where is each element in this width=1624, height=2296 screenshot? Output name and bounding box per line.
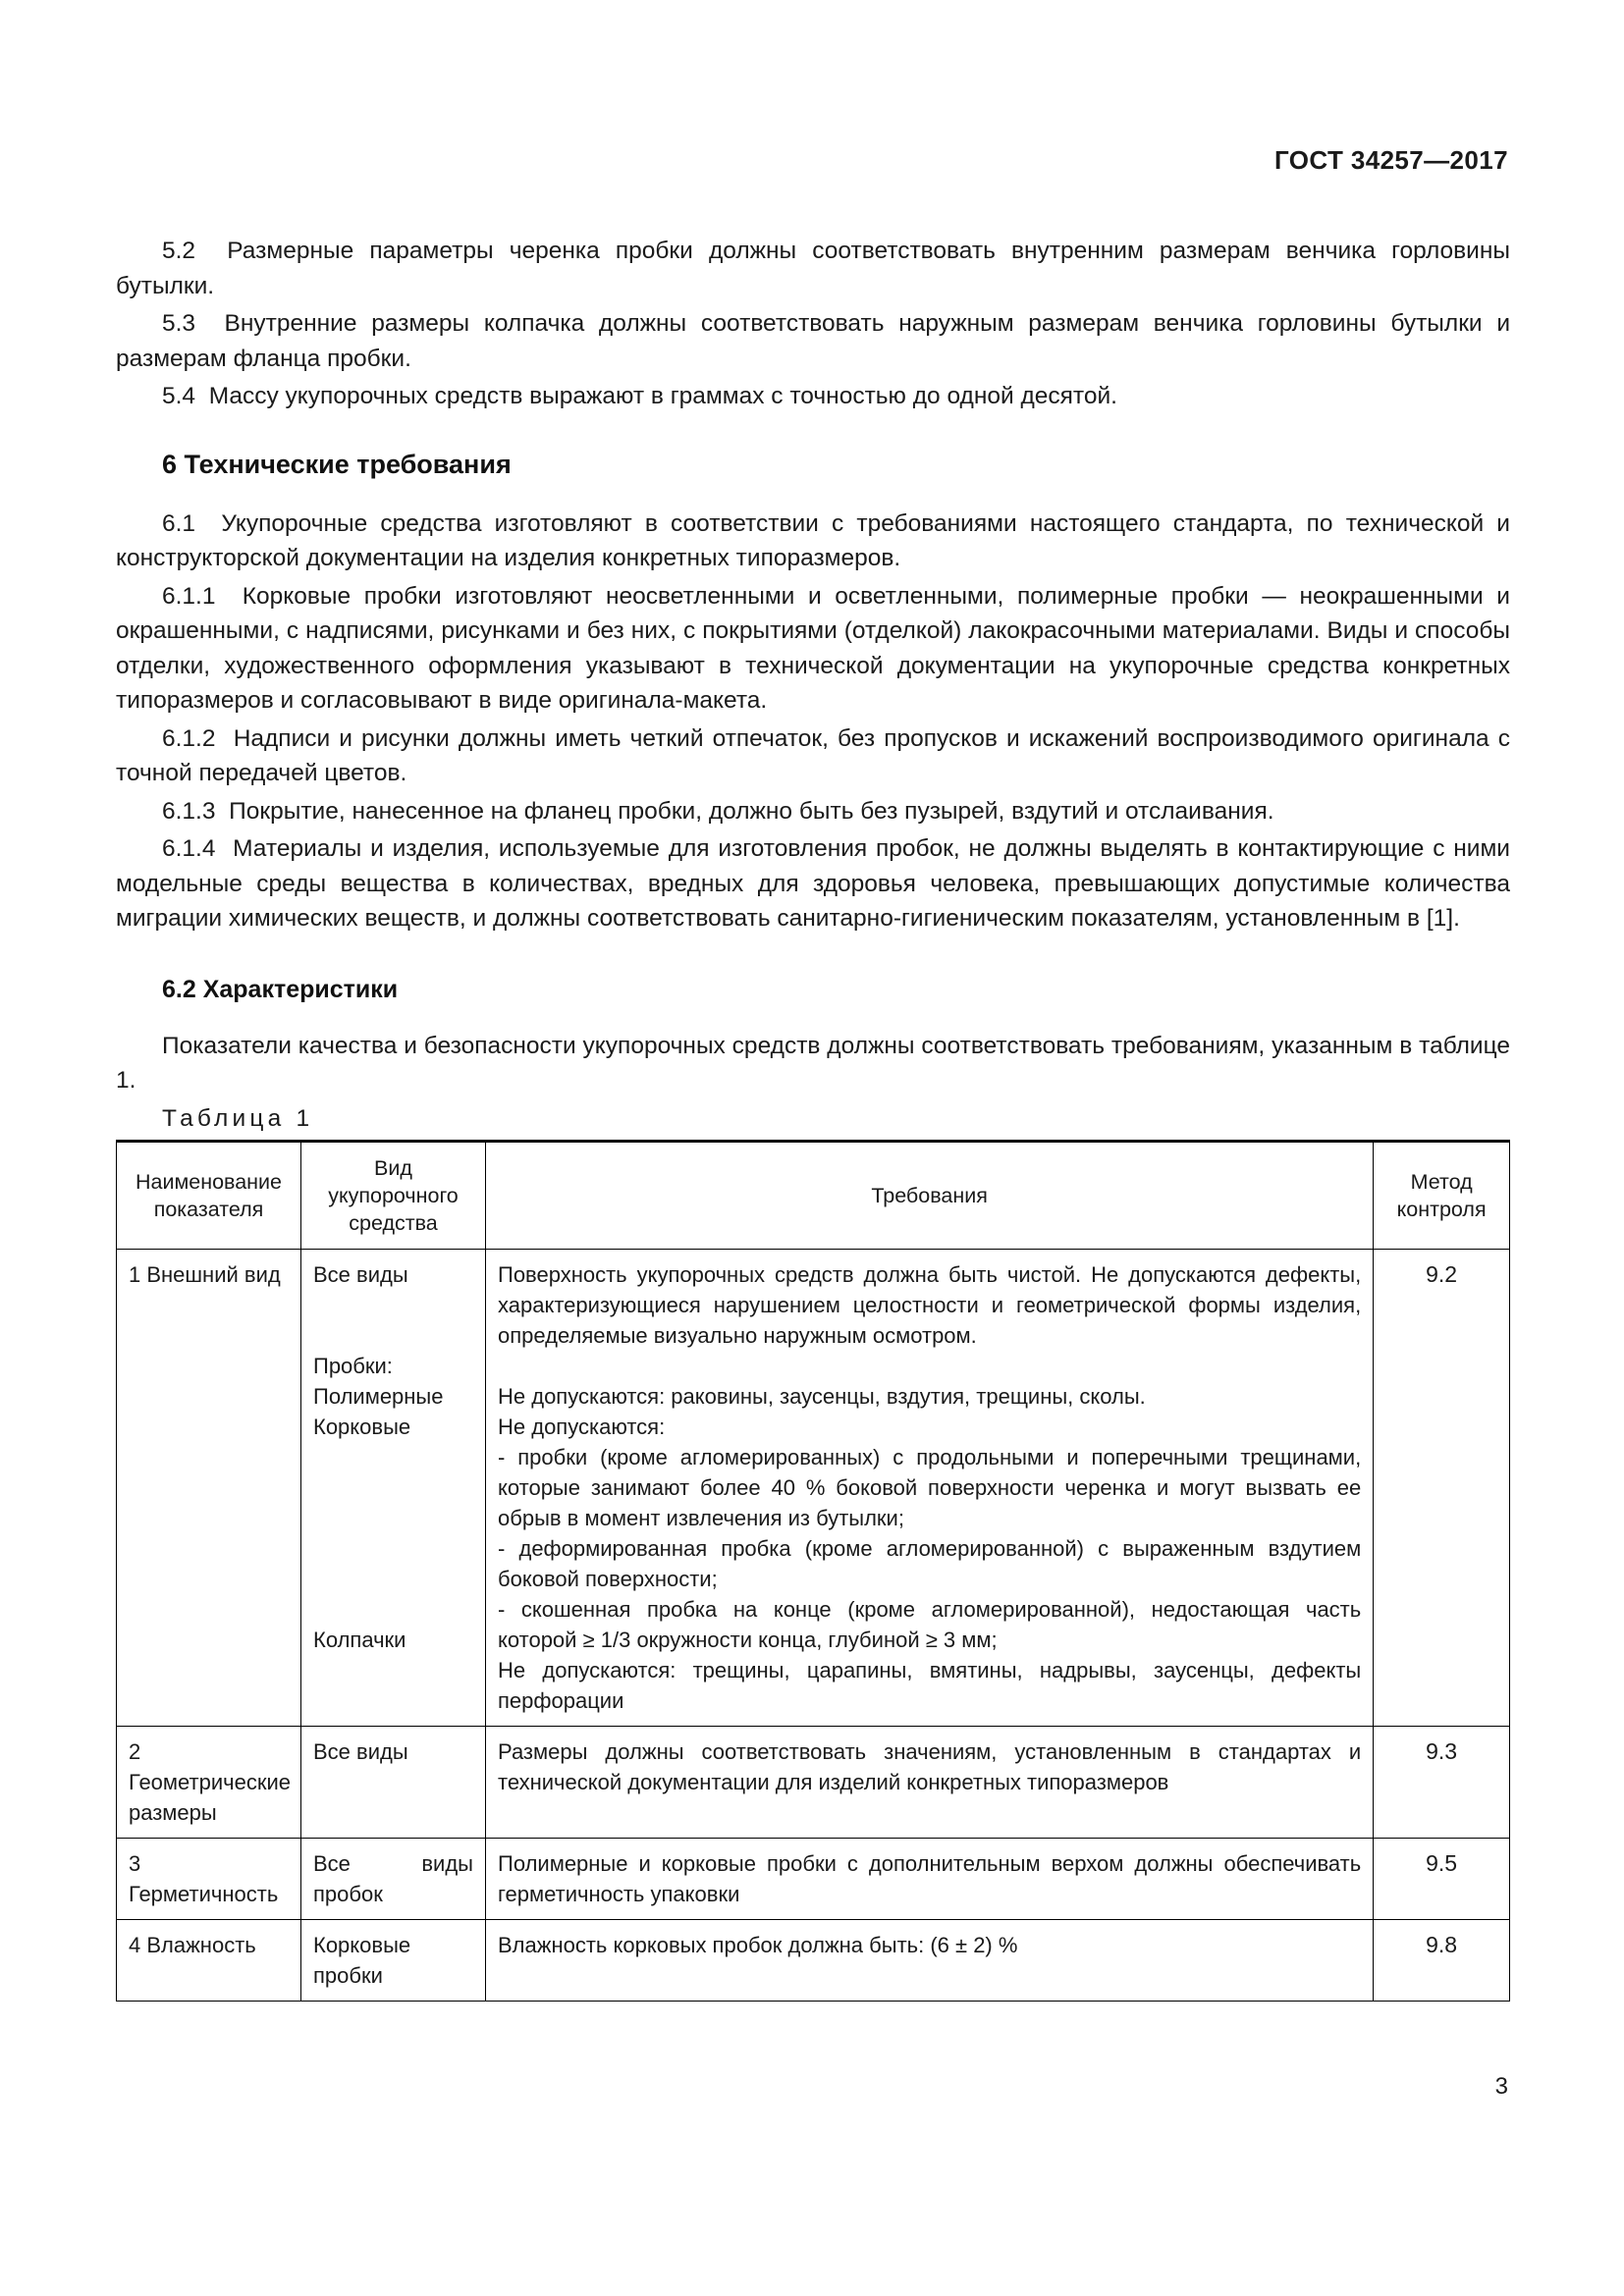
requirement-paragraph: Не допускаются: [498, 1415, 666, 1439]
table-header [117, 1142, 1510, 1250]
paragraph-number: 6.1.1 [162, 582, 216, 610]
paragraph-text: Корковые пробки изготовляют неосветленными и осветленными, полимерные пробки — неокрашенными и окрашенными, с надписями, рисунками и без них, с покрытиями (отделкой) лакокрасочными материалами. Виды и способы отделки, художественного оформления указывают в технической документации на укупорочные средства конкретных типоразмеров и согласовывают в виде оригинала-макета. [116, 582, 1510, 714]
table-caption: Таблица 1 [162, 1104, 314, 1132]
page-number: 3 [1494, 2073, 1508, 2100]
header-line: контроля [1396, 1198, 1487, 1221]
subsection-heading-6-2: 6.2 Характеристики [162, 975, 399, 1003]
header-line: показателя [153, 1198, 264, 1221]
section-heading-6: 6 Технические требования [162, 449, 512, 479]
header-line: Вид укупорочного [328, 1156, 459, 1207]
paragraph-5-2 [116, 234, 1510, 303]
header-line: средства [349, 1211, 438, 1235]
requirement-paragraph: Не допускаются: раковины, заусенцы, вздутия, трещины, сколы. [498, 1384, 1146, 1409]
header-line: Требования [871, 1184, 988, 1207]
specification-table [116, 1140, 1510, 2002]
cell-requirements: Размеры должны соответствовать значениям, установленным в стандартах и технической документации для изделий конкретных типоразмеров [486, 1727, 1374, 1839]
table-column-header-name [117, 1142, 301, 1250]
requirement-bullet: - деформированная пробка (кроме агломерированной) с выраженным вздутием боковой поверхности; [498, 1536, 1362, 1591]
header-line: Метод [1410, 1170, 1473, 1194]
requirement-paragraph: Поверхность укупорочных средств должна быть чистой. Не допускаются дефекты, характеризующиеся нарушением целостности и геометрической формы изделия, определяемые визуально наружным осмотром. [498, 1262, 1362, 1348]
paragraph-number: 5.3 [162, 310, 196, 337]
cell-control-method: 9.5 [1374, 1839, 1510, 1920]
paragraph-6-1-1 [116, 579, 1510, 719]
table-column-header-method [1374, 1142, 1510, 1250]
cell-requirements [486, 1250, 1374, 1727]
cell-indicator-name: 1 Внешний вид [117, 1250, 301, 1727]
kind-corks-label: Пробки: [313, 1354, 393, 1378]
paragraph-text: Размерные параметры черенка пробки должны соответствовать внутренним размерам венчика горловины бутылки. [116, 238, 1510, 299]
kind-cork: Корковые [313, 1415, 411, 1439]
document-header-standard-id: ГОСТ 34257—2017 [1274, 145, 1508, 175]
cell-indicator-name: 4 Влажность [117, 1920, 301, 2002]
cell-closure-kind: Корковые пробки [301, 1920, 486, 2002]
cell-requirements: Полимерные и корковые пробки с дополнительным верхом должны обеспечивать герметичность упаковки [486, 1839, 1374, 1920]
document-body [116, 234, 1510, 2002]
paragraph-6-1-4 [116, 831, 1510, 936]
paragraph-6-1 [116, 507, 1510, 576]
paragraph-number: 5.4 [162, 383, 196, 409]
header-line: Наименование [135, 1170, 283, 1194]
table-column-header-kind [301, 1142, 486, 1250]
paragraph-5-3 [116, 306, 1510, 376]
paragraph-text: Надписи и рисунки должны иметь четкий отпечаток, без пропусков и искажений воспроизводимого оригинала с точной передачей цветов. [116, 724, 1510, 786]
paragraph-6-2-intro: Показатели качества и безопасности укупорочных средств должны соответствовать требованиям, указанным в таблице 1. [116, 1032, 1510, 1094]
paragraph-6-1-2 [116, 721, 1510, 791]
kind-all-types: Все виды [313, 1262, 408, 1287]
paragraph-text: Покрытие, нанесенное на фланец пробки, должно быть без пузырей, вздутий и отслаивания. [229, 797, 1274, 825]
paragraph-number: 6.1.2 [162, 724, 216, 752]
cell-closure-kind [301, 1250, 486, 1727]
cell-control-method: 9.2 [1374, 1250, 1510, 1727]
cell-closure-kind: Все виды пробок [301, 1839, 486, 1920]
kind-polymer: Полимерные [313, 1384, 444, 1409]
paragraph-text: Массу укупорочных средств выражают в граммах с точностью до одной десятой. [208, 383, 1117, 409]
paragraph-6-1-3 [116, 794, 1510, 829]
table-row [117, 1839, 1510, 1920]
table-header-row [117, 1142, 1510, 1250]
table-row [117, 1920, 1510, 2002]
cell-indicator-name: 3 Герметичность [117, 1839, 301, 1920]
requirement-bullet: - скошенная пробка на конце (кроме агломерированной), недостающая часть которой ≥ 1/3 окружности конца, глубиной ≥ 3 мм; [498, 1597, 1362, 1652]
paragraph-number: 6.1 [162, 509, 196, 537]
requirement-bullet: - пробки (кроме агломерированных) с продольными и поперечными трещинами, которые занимают более 40 % боковой поверхности черенка и могут вызвать ее обрыв в момент извлечения из бутылки; [498, 1445, 1362, 1530]
table-row [117, 1250, 1510, 1727]
paragraph-text: Материалы и изделия, используемые для изготовления пробок, не должны выделять в контактирующие с ними модельные среды вещества в количествах, вредных для здоровья человека, превышающих допустимые количества миграции химических веществ, и должны соответствовать санитарно-гигиеническим показателям, установленным в [1]. [116, 835, 1510, 932]
cell-requirements: Влажность корковых пробок должна быть: (6 ± 2) % [486, 1920, 1374, 2002]
kind-caps: Колпачки [313, 1628, 406, 1652]
cell-control-method: 9.8 [1374, 1920, 1510, 2002]
paragraph-number: 6.1.3 [162, 797, 216, 825]
table-body [117, 1250, 1510, 2002]
cell-closure-kind: Все виды [301, 1727, 486, 1839]
paragraph-spacer [498, 1351, 1361, 1381]
cell-control-method: 9.3 [1374, 1727, 1510, 1839]
paragraph-5-4 [116, 379, 1510, 414]
requirement-paragraph: Не допускаются: трещины, царапины, вмятины, надрывы, заусенцы, дефекты перфорации [498, 1658, 1362, 1713]
paragraph-text: Внутренние размеры колпачка должны соответствовать наружным размерам венчика горловины бутылки и размерам фланца пробки. [116, 310, 1511, 372]
cell-indicator-name: 2 Геометрические размеры [117, 1727, 301, 1839]
table-column-header-requirements [486, 1142, 1374, 1250]
table-row [117, 1727, 1510, 1839]
paragraph-number: 5.2 [162, 238, 196, 264]
paragraph-text: Укупорочные средства изготовляют в соответствии с требованиями настоящего стандарта, по технической и конструкторской документации на изделия конкретных типоразмеров. [116, 509, 1510, 571]
paragraph-number: 6.1.4 [162, 835, 216, 862]
